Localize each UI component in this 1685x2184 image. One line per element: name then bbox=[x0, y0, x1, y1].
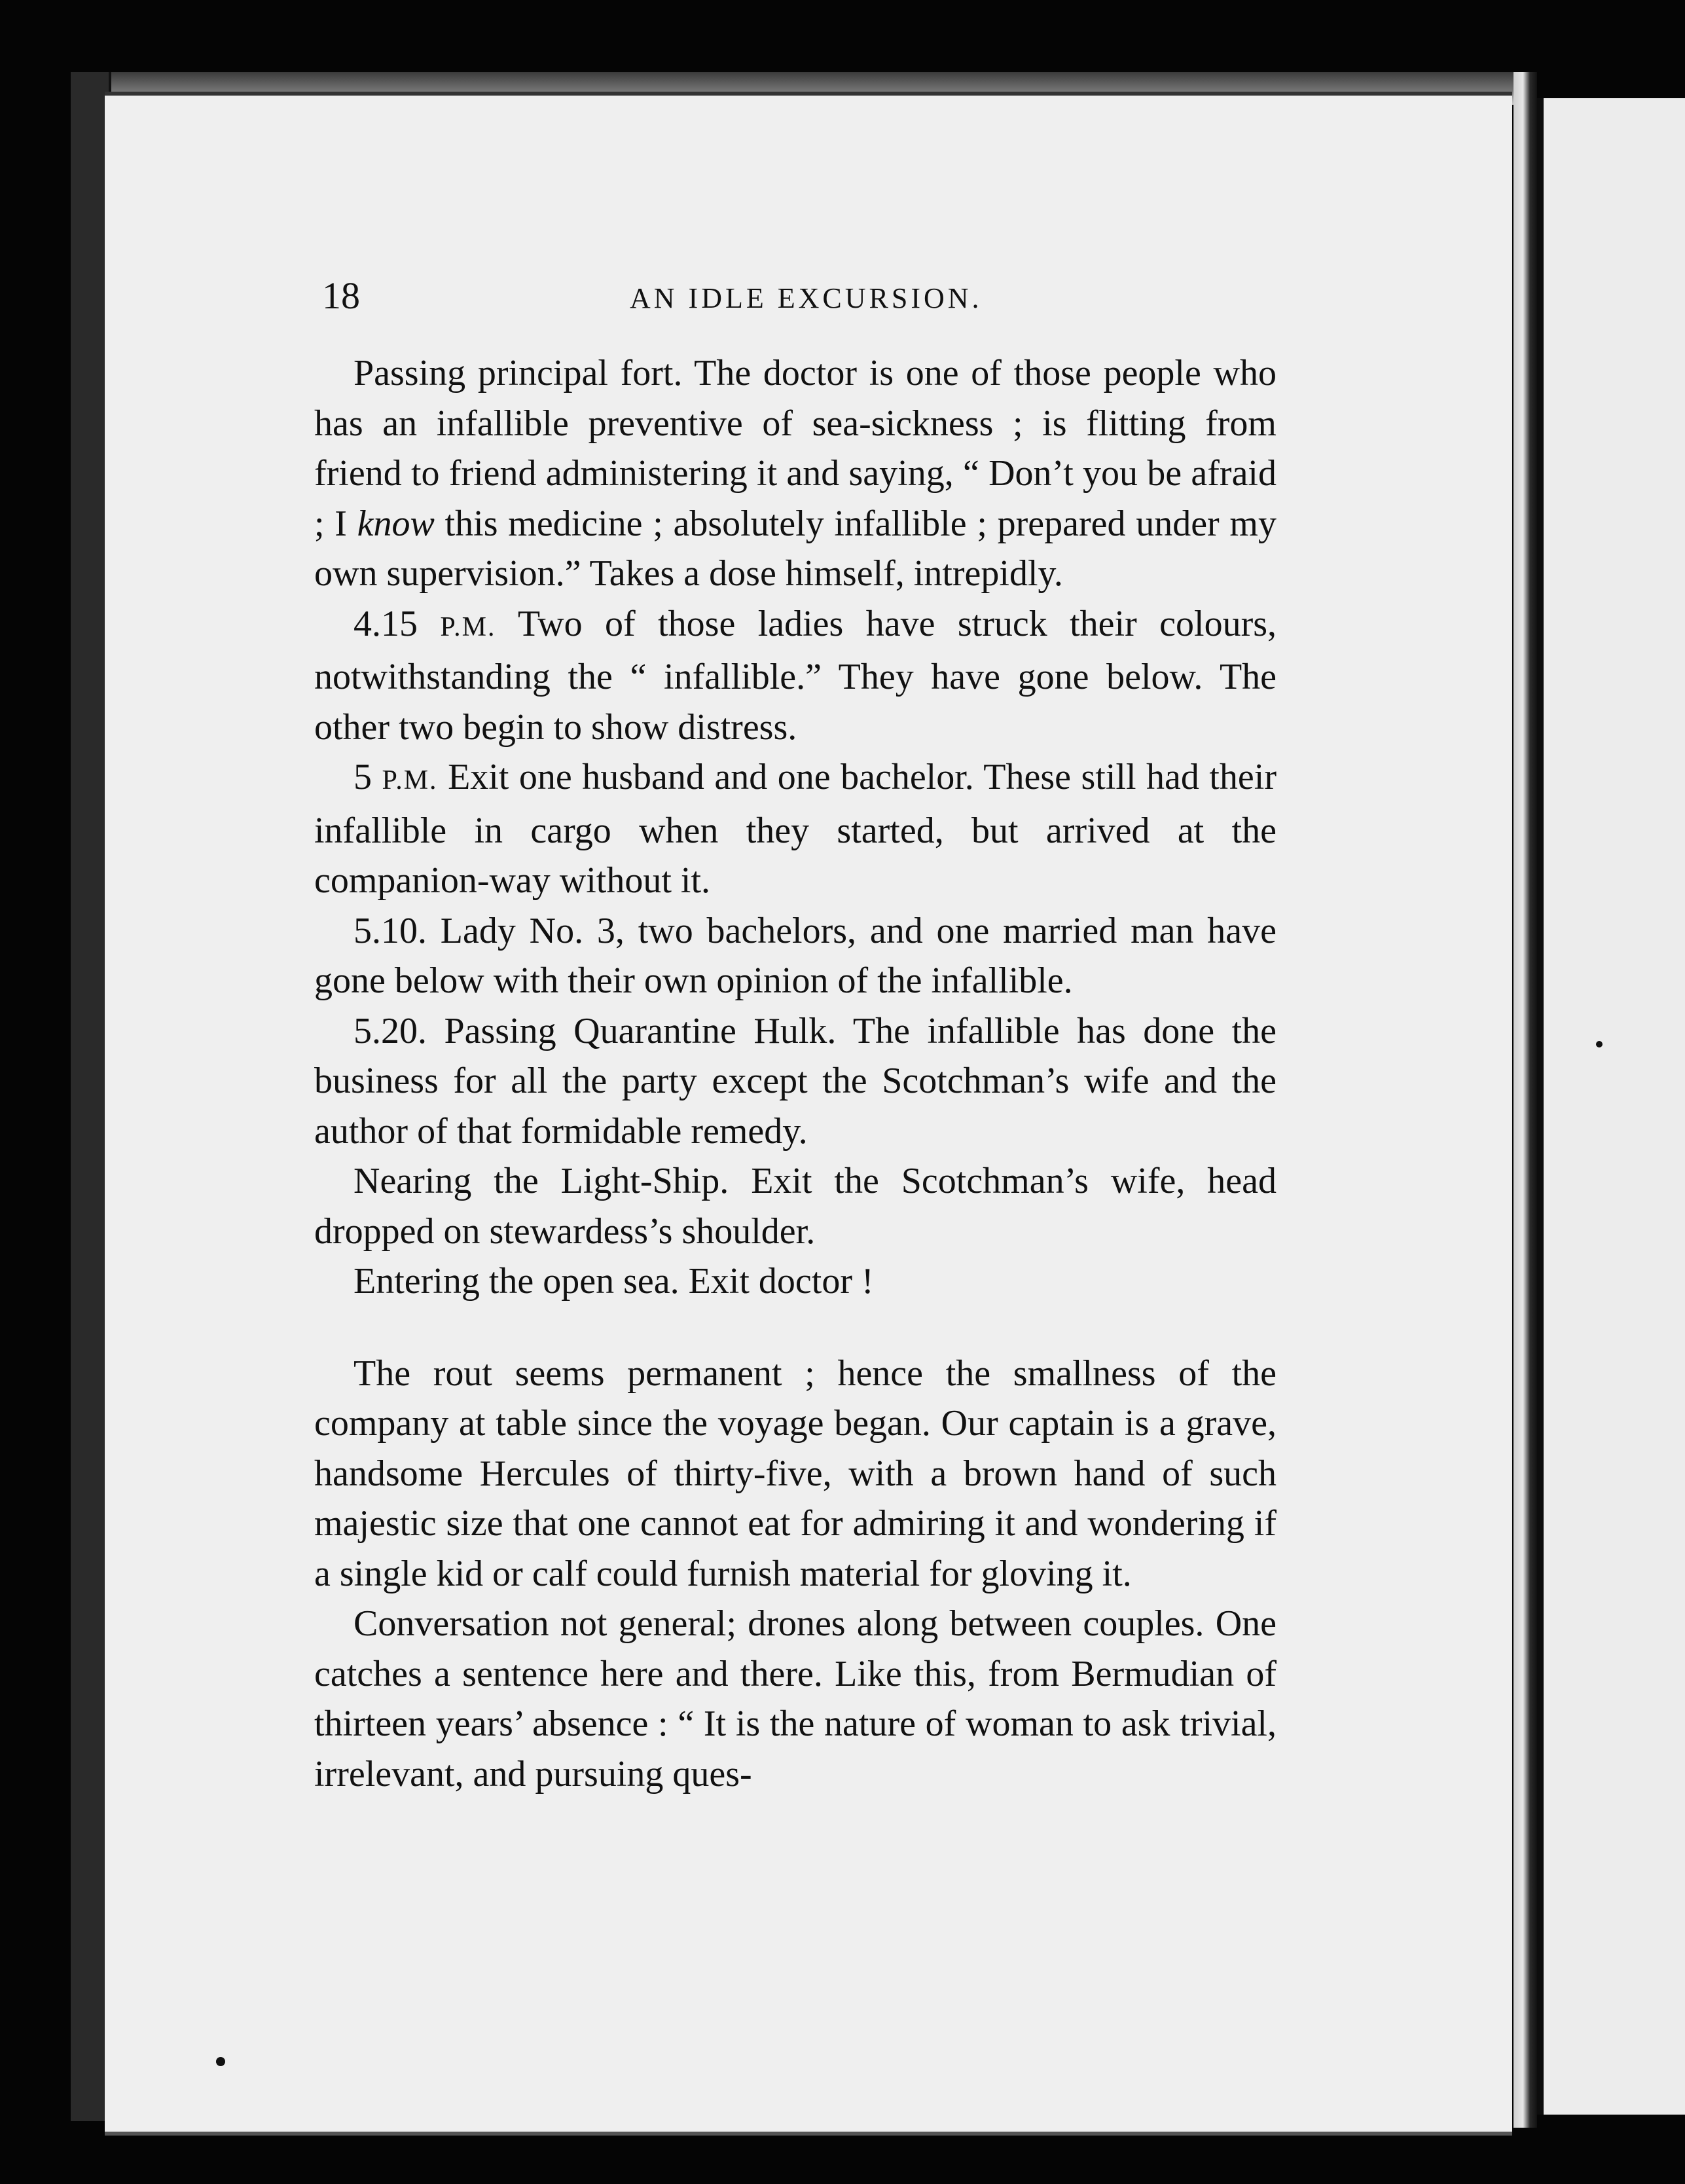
adjacent-page-edge bbox=[1537, 98, 1685, 2115]
page-number: 18 bbox=[322, 274, 360, 317]
paragraph: 4.15 P.M. Two of those ladies have struck their colours, notwithstanding the “ infallible.” They have gone below. The other two begin to show distress. bbox=[314, 603, 1277, 748]
book-gutter bbox=[1513, 72, 1537, 2128]
running-head: AN IDLE EXCURSION. bbox=[630, 282, 983, 314]
paragraph: Entering the open sea. Exit doctor ! bbox=[353, 1261, 874, 1301]
paragraph: Passing principal fort. The doctor is one of those people who has an infallible preventive of sea-sickness ; is flitting from friend to friend administering it and saying, “ Don’t you be afraid ; I know this medicine ; absolutely infallible ; prepared under my own supervision.” Takes a dose himself, intrepidly. bbox=[314, 353, 1277, 594]
paragraph: Nearing the Light-Ship. Exit the Scotchman’s wife, head dropped on stewardess’s shoulder. bbox=[314, 1161, 1277, 1252]
time-label: 5 bbox=[353, 757, 372, 797]
paragraph: 5.20. Passing Quarantine Hulk. The infallible has done the business for all the party except the Scotchman’s wife and the author of that formidable remedy. bbox=[314, 1010, 1277, 1152]
speck-mark bbox=[216, 2057, 225, 2066]
meridiem: P.M. bbox=[440, 611, 496, 642]
meridiem: P.M. bbox=[382, 765, 438, 795]
paragraph: 5.10. Lady No. 3, two bachelors, and one married man have gone below with their own opinion of the infallible. bbox=[314, 910, 1277, 1001]
body-text bbox=[314, 348, 1277, 1799]
paragraph: Conversation not general; drones along between couples. One catches a sentence here and there. Like this, from Bermudian of thirteen years’ absence : “ It is the nature of woman to ask trivial, irrelevant, and pursuing ques- bbox=[314, 1603, 1277, 1794]
paragraph: 5 P.M. Exit one husband and one bachelor. These still had their infallible in cargo when they started, but arrived at the companion-way without it. bbox=[314, 757, 1277, 901]
page-header bbox=[322, 274, 1278, 333]
emphasis: know bbox=[357, 503, 435, 544]
time-label: 4.15 bbox=[353, 603, 418, 644]
paragraph: The rout seems permanent ; hence the smallness of the company at table since the voyage began. Our captain is a grave, handsome Hercules of thirty-five, with a brown hand of such majestic size that one cannot eat for admiring it and wondering if a single kid or calf could furnish material for gloving it. bbox=[314, 1353, 1277, 1594]
speck-mark bbox=[1596, 1041, 1603, 1047]
section-gap bbox=[314, 1307, 1277, 1349]
